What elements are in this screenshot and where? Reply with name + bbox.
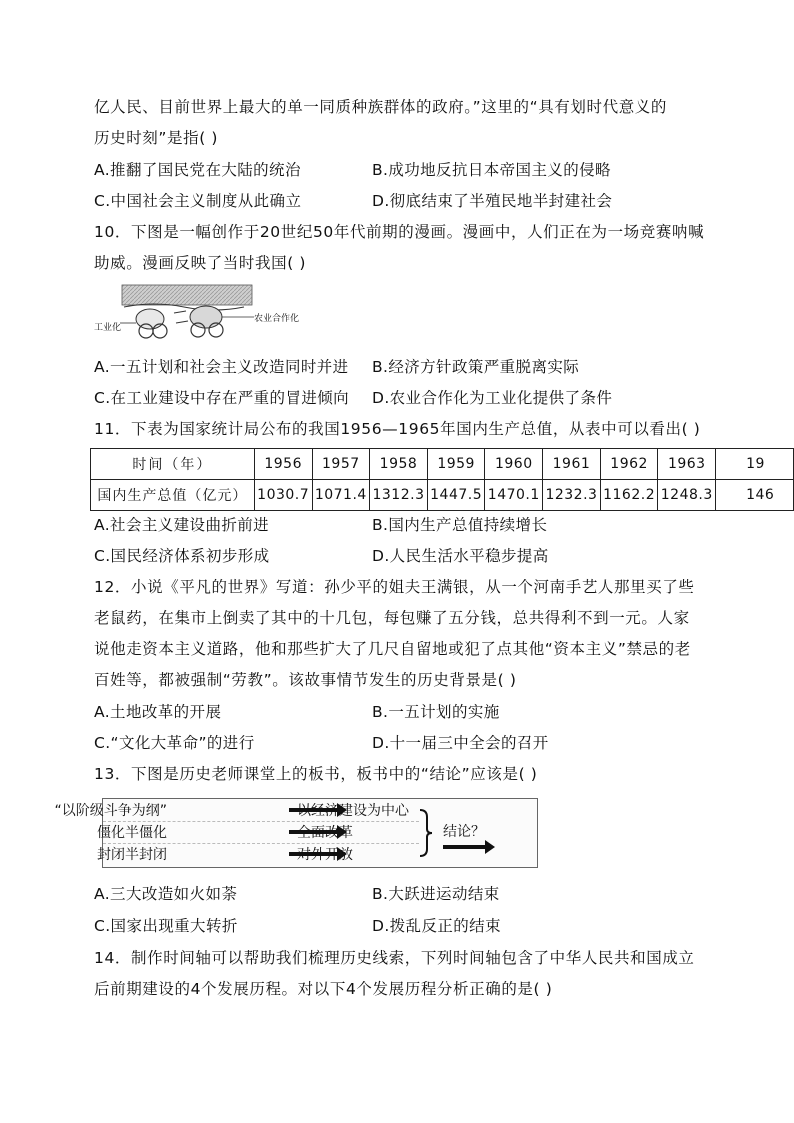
q10-option-c: C.在工业建设中存在严重的冒进倾向: [94, 389, 350, 407]
table-cell-gdp: 1232.3: [543, 480, 601, 511]
q11-stem-line-1: 11．下表为国家统计局公布的我国1956—1965年国内生产总值，从表中可以看出( ): [94, 420, 701, 438]
q10-option-d: D.农业合作化为工业化提供了条件: [372, 389, 613, 407]
arrow-right-icon: [443, 845, 487, 849]
brace-icon: [419, 809, 433, 857]
table-cell-year: 1961: [543, 449, 601, 480]
q9-option-c: C.中国社会主义制度从此确立: [94, 192, 302, 210]
q9-stem-line-2: 历史时刻”是指( ): [94, 129, 219, 147]
table-cell-year: 1957: [312, 449, 370, 480]
q9-stem-line-1: 亿人民、目前世界上最大的单一同质种族群体的政府。”这里的“具有划时代意义的: [94, 98, 668, 116]
q12-option-d: D.十一届三中全会的召开: [372, 734, 549, 752]
board-left-item: 僵化半僵化: [97, 825, 167, 841]
q14-stem-line-1: 14．制作时间轴可以帮助我们梳理历史线索，下列时间轴包含了中华人民共和国成立: [94, 949, 695, 967]
board-right-item: 全面改革: [297, 825, 353, 841]
q9-option-d: D.彻底结束了半殖民地半封建社会: [372, 192, 613, 210]
q10-stem-line-2: 助威。漫画反映了当时我国( ): [94, 254, 307, 272]
table-cell-year: 1963: [658, 449, 716, 480]
q13-option-a: A.三大改造如火如荼: [94, 885, 238, 903]
table-cell-year: 1958: [370, 449, 428, 480]
race-cartoon: [94, 283, 300, 341]
board-left-item: 封闭半封闭: [97, 847, 167, 863]
q11-option-a: A.社会主义建设曲折前进: [94, 516, 270, 534]
q12-stem-line-1: 12．小说《平凡的世界》写道：孙少平的姐夫王满银，从一个河南手艺人那里买了些: [94, 578, 695, 596]
gdp-table: [90, 448, 794, 511]
board-right-item: 对外开放: [297, 847, 353, 863]
table-cell-year: 1959: [427, 449, 485, 480]
cartoon-label-industrialization: 工业化: [94, 323, 122, 333]
q12-stem-line-4: 百姓等，都被强制“劳教”。该故事情节发生的历史背景是( ): [94, 671, 517, 689]
board-row: [54, 799, 419, 822]
table-cell-gdp: 1030.7: [254, 480, 312, 511]
q12-option-c: C.“文化大革命”的进行: [94, 734, 255, 752]
board-row: [97, 821, 419, 844]
table-row: [91, 449, 794, 480]
q14-stem-line-2: 后前期建设的4个发展历程。对以下4个发展历程分析正确的是( ): [94, 980, 553, 998]
table-cell-year: 1960: [485, 449, 543, 480]
q13-option-c: C.国家出现重大转折: [94, 917, 238, 935]
q10-option-a: A.一五计划和社会主义改造同时并进: [94, 358, 349, 376]
q12-option-b: B.一五计划的实施: [372, 703, 500, 721]
q9-option-b: B.成功地反抗日本帝国主义的侵略: [372, 161, 611, 179]
board-row: [97, 843, 419, 865]
board-conclusion: 结论？: [443, 824, 485, 840]
cartoon-label-agricultural-cooperation: 农业合作化: [254, 314, 300, 324]
table-cell-gdp: 1312.3: [370, 480, 428, 511]
q13-option-b: B.大跃进运动结束: [372, 885, 500, 903]
table-cell-year: 19: [716, 449, 794, 480]
q13-option-d: D.拨乱反正的结束: [372, 917, 501, 935]
table-cell-gdp: 1470.1: [485, 480, 543, 511]
table-header-year: 时间（年）: [91, 449, 255, 480]
q11-option-d: D.人民生活水平稳步提高: [372, 547, 549, 565]
blackboard-diagram: [54, 798, 538, 868]
table-cell-year: 1962: [600, 449, 658, 480]
board-right-item: 以经济建设为中心: [297, 803, 409, 819]
table-cell-gdp: 1447.5: [427, 480, 485, 511]
table-header-gdp: 国内生产总值（亿元）: [91, 480, 255, 511]
q10-stem-line-1: 10．下图是一幅创作于20世纪50年代前期的漫画。漫画中，人们正在为一场竞赛呐喊: [94, 223, 705, 241]
table-cell-year: 1956: [254, 449, 312, 480]
table-cell-gdp: 146: [716, 480, 794, 511]
q12-option-a: A.土地改革的开展: [94, 703, 222, 721]
table-cell-gdp: 1248.3: [658, 480, 716, 511]
q9-option-a: A.推翻了国民党在大陆的统治: [94, 161, 301, 179]
q13-stem-line-1: 13．下图是历史老师课堂上的板书，板书中的“结论”应该是( ): [94, 765, 538, 783]
q12-stem-line-3: 说他走资本主义道路，他和那些扩大了几尺自留地或犯了点其他“资本主义”禁忌的老: [94, 640, 691, 658]
q12-stem-line-2: 老鼠药，在集市上倒卖了其中的十几包，每包赚了五分钱，总共得利不到一元。人家: [94, 609, 690, 627]
q11-option-c: C.国民经济体系初步形成: [94, 547, 270, 565]
q11-option-b: B.国内生产总值持续增长: [372, 516, 548, 534]
table-cell-gdp: 1071.4: [312, 480, 370, 511]
q10-option-b: B.经济方针政策严重脱离实际: [372, 358, 580, 376]
table-row: [91, 480, 794, 511]
board-left-item: “以阶级斗争为纲”: [54, 803, 167, 819]
table-cell-gdp: 1162.2: [600, 480, 658, 511]
